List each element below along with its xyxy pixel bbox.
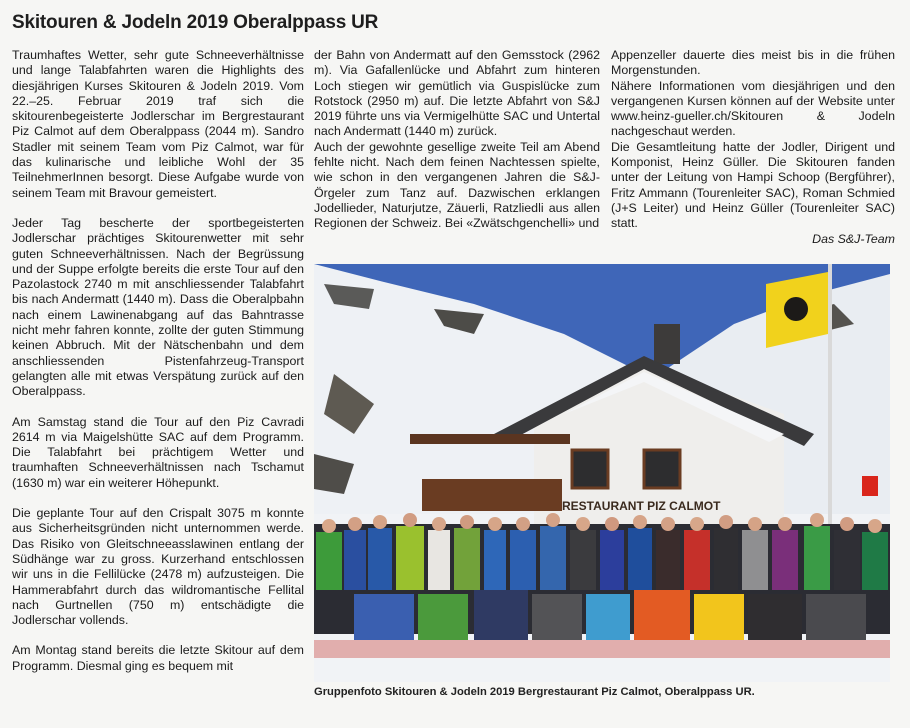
bleed-through-text	[612, 0, 896, 40]
article-title: Skitouren & Jodeln 2019 Oberalppass UR	[12, 12, 379, 33]
paragraph: Am Montag stand bereits die letzte Skitour auf dem Programm. Diesmal ging es bequem mit	[12, 643, 304, 673]
window	[644, 450, 680, 488]
paragraph: Die Gesamtleitung hatte der Jodler, Dirigent und Komponist, Heinz Güller. Die Skitouren fanden unter der Leitung von Hampi Schoop (Bergführer), Fritz Ammann (Tourenleiter SAC), Roman Schmied (J+S Leiter) und Heinz Güller (Tourenleiter SAC) statt.	[611, 139, 895, 231]
swiss-flag	[862, 476, 878, 496]
window	[572, 450, 608, 488]
paragraph: Jeder Tag bescherte der sportbegeisterten Jodlerschar prächtiges Skitourenwetter mit sehr guten Schneeverhältnissen. Nach der Begrüssung und der Suppe erfolgte bereits die erste Tour auf den Pazolastock 2740 m mit anschliessender Talabfahrt bis nach Andermatt (1440 m). Dass die Oberalpbahn nach einem Lawinenabgang auf das Bahntrasse nicht mehr fahren konnte, zollte der guten Stimmung keinen Abbruch. Mit der Nätschenbahn und dem anschliessenden Pistenfahrzeug-Transport gelangten alle mit etwas Verspätung zurück auf den Oberalppass.	[12, 215, 304, 399]
restaurant-sign: RESTAURANT PIZ CALMOT	[562, 499, 721, 513]
balcony	[422, 479, 562, 511]
paragraph: Appenzeller dauerte dies meist bis in die frühen Morgenstunden.	[611, 48, 895, 78]
flag-bull	[784, 297, 808, 321]
column-2	[314, 48, 600, 247]
paragraph: Nähere Informationen vom diesjährigen und den vergangenen Kursen können auf der Website unter www.heinz-gueller.ch/Skitouren & Jodeln nachgeschaut werden.	[611, 78, 895, 139]
paragraph: Die geplante Tour auf den Crispalt 3075 m konnte aus Sicherheitsgründen nicht unternommen werde. Das Risiko von Gleitschneeasslawinen entlang der Südhänge war zu gross. Kurzerhand entschlossen wir uns in die Fellilücke (2478 m) aufzusteigen. Die Hammerabfahrt durch das wildromantische Fellital nach Gurtnellen (750 m) entschädigte die Jodlerschar vollends.	[12, 506, 304, 628]
paragraph: Auch der gewohnte gesellige zweite Teil am Abend fehlte nicht. Nach dem feinen Nachtessen spielte, wie schon in den vergangenen Jahren die S&J-Örgeler zum Tanz auf. Dazwischen erklangen Jodellieder, Naturjutze, Zäuerli, Ratzliedli aus allen Regionen der Schweiz. Bei «Zwätschgenchelli» und	[314, 139, 600, 231]
photo-caption: Gruppenfoto Skitouren & Jodeln 2019 Bergrestaurant Piz Calmot, Oberalppass UR.	[314, 686, 755, 698]
signature: Das S&J-Team	[812, 231, 895, 246]
flag-pole	[828, 264, 832, 524]
chimney	[654, 324, 680, 364]
paragraph: Traumhaftes Wetter, sehr gute Schneeverhältnisse und lange Talabfahrten waren die Highlights des diesjährigen Kurses Skitouren & Jodeln 2019. Vom 22.–25. Februar 2019 traf sich die skitourenbegeisterte Jodlerschar im Bergrestaurant Piz Calmot auf dem Oberalppass (2044 m). Sandro Stadler mit seinem Team vom Piz Calmot, war für das kulinarische und leibliche Wohl der 35 TeilnehmerInnen besorgt. Diese Aufgabe wurde von seinem Team mit Bravour gemeistert.	[12, 48, 304, 200]
column-1	[12, 48, 304, 689]
group-photo	[314, 264, 890, 682]
column-3	[611, 48, 895, 262]
paragraph: der Bahn von Andermatt auf den Gemsstock (2962 m). Via Gafallenlücke und Abfahrt zum hinteren Loch stiegen wir gemütlich via Guspislücke zum Rotstock (2950 m) auf. Die letzte Abfahrt von S&J 2019 führte uns via Vermigelhütte SAC und Untertal nach Andermatt (1440 m) zurück.	[314, 48, 600, 139]
balcony-roof	[410, 434, 570, 444]
paragraph: Am Samstag stand die Tour auf den Piz Cavradi 2614 m via Maigelshütte SAC auf dem Programm. Die Talabfahrt bei prächtigem Wetter und traumhaften Schneeverhältnissen nach Tschamut (1630 m) war ein weiterer Höhepunkt.	[12, 414, 304, 490]
